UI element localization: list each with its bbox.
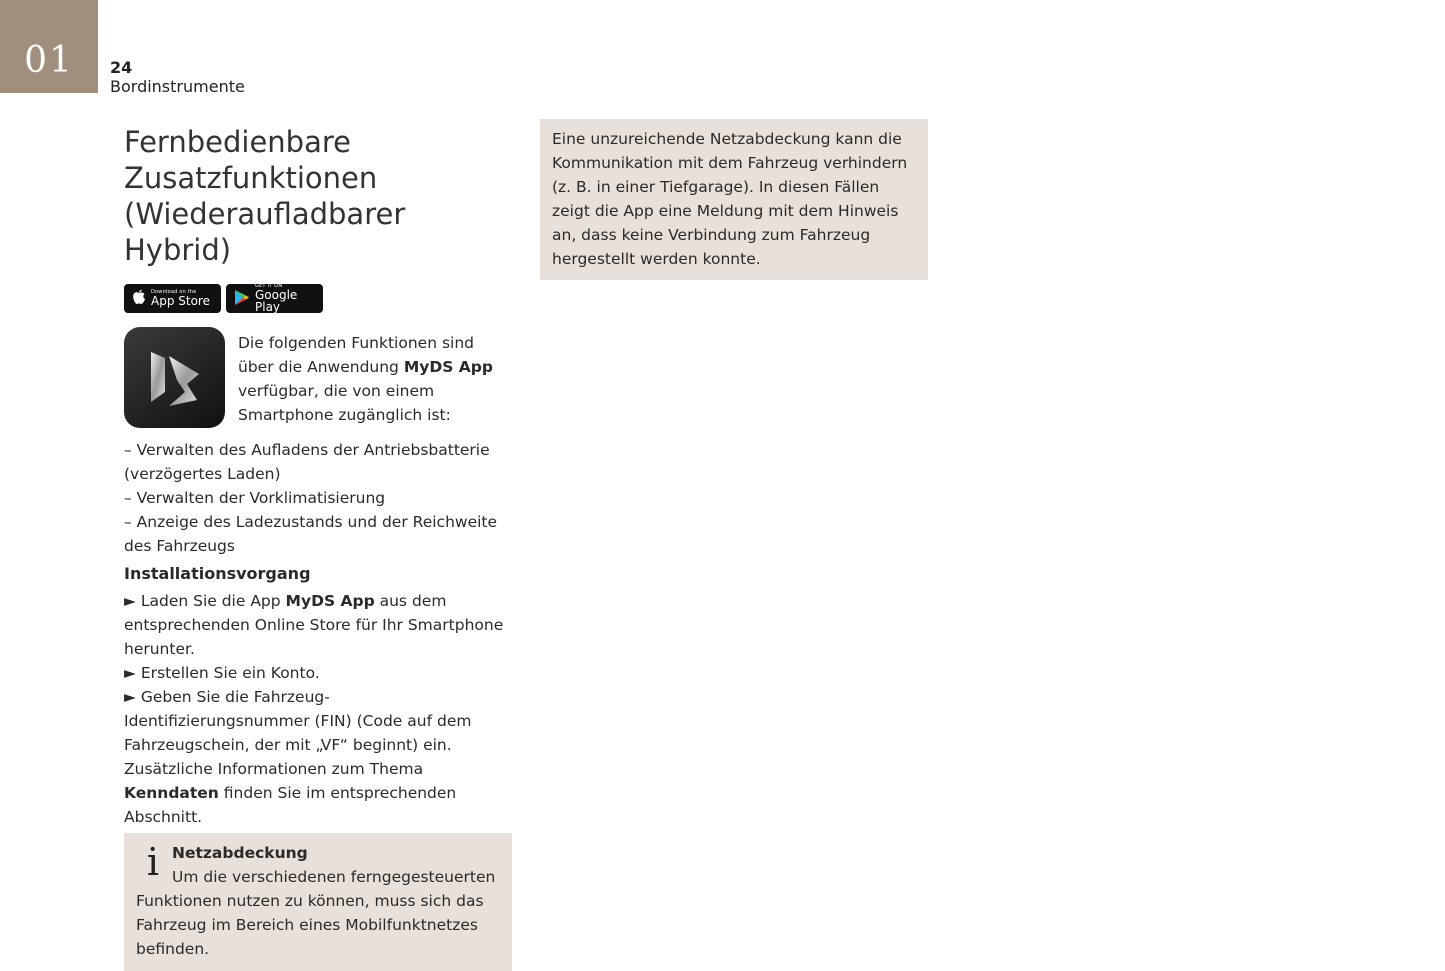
step-item: ► Laden Sie die App MyDS App aus dem entsprechenden Online Store für Ihr Smartphone herunter.: [124, 592, 504, 658]
install-heading: Installationsvorgang: [124, 564, 311, 583]
coverage-note-text: Eine unzureichende Netzabdeckung kann die Kommunikation mit dem Fahrzeug verhindern (z. B. in einer Tiefgarage). In diesen Fällen zeigt die App eine Meldung mit dem Hinweis an, dass keine Verbindung zum Fahrzeug hergestellt werden konnte.: [552, 130, 908, 268]
list-item: – Anzeige des Ladezustands und der Reichweite des Fahrzeugs: [124, 513, 498, 555]
apple-icon: [132, 289, 146, 308]
list-item: – Verwalten des Aufladens der Antriebsbatterie (verzögertes Laden): [124, 441, 490, 483]
coverage-note-box: [540, 119, 928, 280]
app-store-badge[interactable]: [124, 284, 221, 313]
kenndaten-link: Kenndaten: [124, 784, 219, 802]
feature-list: [124, 438, 512, 558]
install-steps: [124, 589, 512, 829]
google-play-icon: [234, 289, 250, 309]
page-title: [124, 124, 512, 268]
title-line-2: Zusatzfunktionen: [124, 161, 378, 195]
note-title: Netzabdeckung: [172, 844, 308, 862]
chapter-tab: [0, 0, 98, 93]
main-column: [124, 124, 512, 971]
title-line-1: Fernbedienbare: [124, 125, 351, 159]
section-name: Bordinstrumente: [110, 77, 245, 96]
list-item: – Verwalten der Vorklimatisierung: [124, 489, 386, 507]
step-item: ► Geben Sie die Fahrzeug-Identifizierungsnummer (FIN) (Code auf dem Fahrzeugschein, der mit „VF“ beginnt) ein.: [124, 688, 472, 754]
myds-app-icon: [124, 327, 225, 428]
store-badges: [124, 284, 512, 313]
app-store-small-label: Download on the: [151, 289, 197, 295]
google-play-badge[interactable]: [226, 284, 323, 313]
page-number: 24: [110, 58, 133, 77]
info-icon: i: [146, 840, 160, 884]
extra-info: Zusätzliche Informationen zum Thema Kenndaten finden Sie im entsprechenden Abschnitt.: [124, 760, 457, 826]
app-name: MyDS App: [403, 358, 493, 376]
app-intro-text: Die folgenden Funktionen sind über die Anwendung MyDS App verfügbar, die von einem Smartphone zugänglich ist:: [238, 334, 493, 424]
chapter-number: 01: [24, 40, 74, 81]
app-store-label: App Store: [151, 294, 210, 308]
google-play-small-label: GET IT ON: [255, 283, 283, 289]
title-line-3: (Wiederaufladbarer Hybrid): [124, 197, 406, 267]
app-intro-row: [124, 327, 512, 428]
info-note-box: [124, 833, 512, 971]
google-play-label: Google Play: [255, 288, 298, 314]
step-item: ► Erstellen Sie ein Konto.: [124, 664, 320, 682]
note-text: Um die verschiedenen ferngegesteuerten Funktionen nutzen zu können, muss sich das Fahrzeug im Bereich eines Mobilfunktnetzes befinden.: [136, 868, 496, 958]
